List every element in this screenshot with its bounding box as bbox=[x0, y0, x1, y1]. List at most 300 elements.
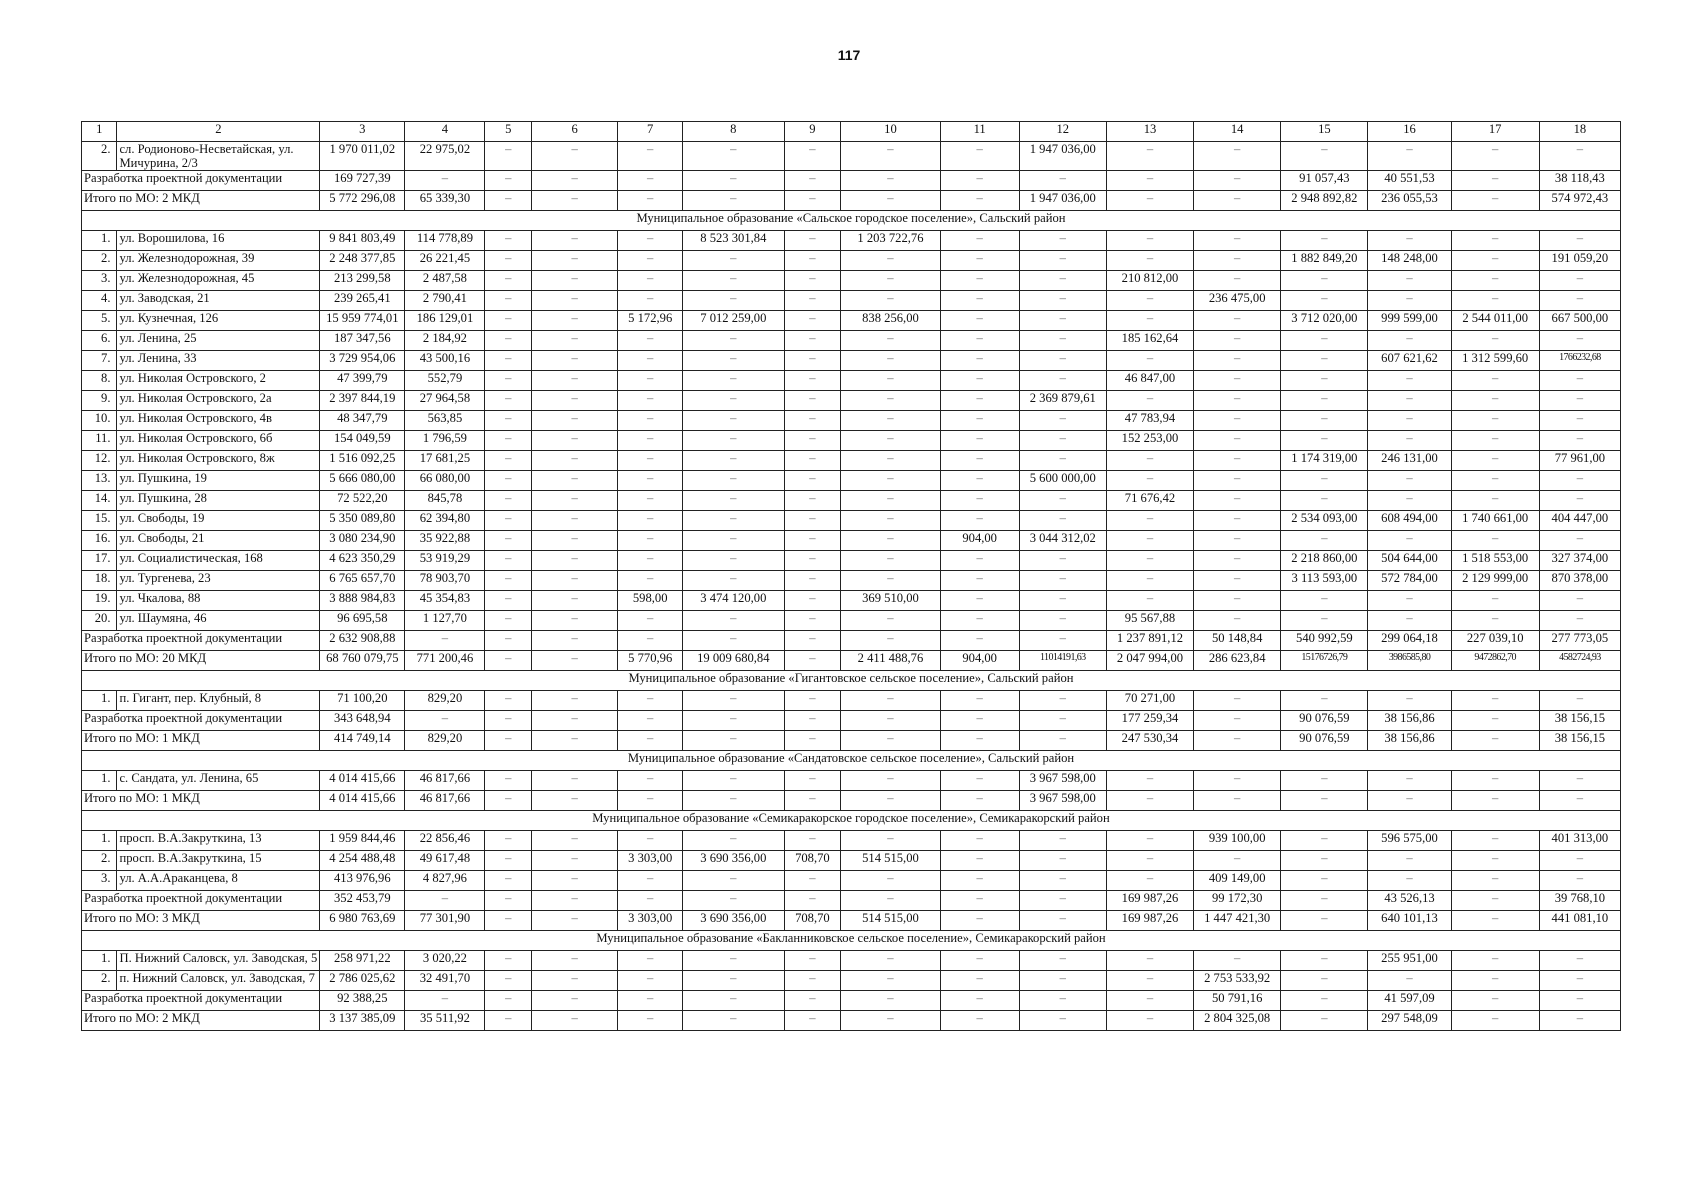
value-cell: 574 972,43 bbox=[1539, 191, 1620, 211]
value-cell: 414 749,14 bbox=[320, 731, 405, 751]
value-cell: 598,00 bbox=[618, 591, 683, 611]
value-cell: 838 256,00 bbox=[841, 311, 940, 331]
value-cell: – bbox=[940, 971, 1019, 991]
value-cell: – bbox=[940, 851, 1019, 871]
value-cell: – bbox=[532, 171, 618, 191]
value-cell: – bbox=[841, 331, 940, 351]
value-cell: – bbox=[1019, 551, 1106, 571]
value-cell: – bbox=[1194, 251, 1281, 271]
value-cell: – bbox=[485, 891, 532, 911]
value-cell: 92 388,25 bbox=[320, 991, 405, 1011]
value-cell: – bbox=[1019, 271, 1106, 291]
value-cell: 299 064,18 bbox=[1368, 631, 1451, 651]
value-cell: – bbox=[784, 951, 841, 971]
value-cell: 999 599,00 bbox=[1368, 311, 1451, 331]
value-cell: 404 447,00 bbox=[1539, 511, 1620, 531]
value-cell: – bbox=[1451, 471, 1539, 491]
value-cell: – bbox=[1019, 591, 1106, 611]
value-cell: – bbox=[940, 711, 1019, 731]
value-cell: – bbox=[1106, 351, 1193, 371]
address-cell: ул. А.А.Араканцева, 8 bbox=[117, 871, 320, 891]
value-cell: – bbox=[683, 351, 784, 371]
value-cell: 343 648,94 bbox=[320, 711, 405, 731]
value-cell: – bbox=[784, 551, 841, 571]
value-cell: – bbox=[618, 971, 683, 991]
value-cell: 15176726,79 bbox=[1281, 651, 1368, 671]
value-cell: – bbox=[485, 831, 532, 851]
value-cell: – bbox=[940, 691, 1019, 711]
address-cell: ул. Железнодорожная, 39 bbox=[117, 251, 320, 271]
value-cell: – bbox=[1451, 251, 1539, 271]
address-cell: ул. Социалистическая, 168 bbox=[117, 551, 320, 571]
value-cell: – bbox=[1368, 271, 1451, 291]
summary-label: Разработка проектной документации bbox=[82, 891, 320, 911]
value-cell: – bbox=[1106, 171, 1193, 191]
value-cell: 286 623,84 bbox=[1194, 651, 1281, 671]
value-cell: – bbox=[618, 231, 683, 251]
value-cell: – bbox=[1451, 271, 1539, 291]
summary-label: Итого по МО: 2 МКД bbox=[82, 1011, 320, 1031]
value-cell: – bbox=[1539, 231, 1620, 251]
value-cell: – bbox=[784, 191, 841, 211]
value-cell: – bbox=[1539, 371, 1620, 391]
value-cell: – bbox=[683, 331, 784, 351]
value-cell: – bbox=[683, 711, 784, 731]
value-cell: – bbox=[1194, 731, 1281, 751]
value-cell: 596 575,00 bbox=[1368, 831, 1451, 851]
value-cell: – bbox=[1539, 591, 1620, 611]
column-header: 5 bbox=[485, 122, 532, 142]
value-cell: – bbox=[841, 511, 940, 531]
value-cell: 1 882 849,20 bbox=[1281, 251, 1368, 271]
summary-row bbox=[82, 171, 1621, 191]
value-cell: 90 076,59 bbox=[1281, 711, 1368, 731]
value-cell: 15 959 774,01 bbox=[320, 311, 405, 331]
value-cell: – bbox=[784, 251, 841, 271]
value-cell: – bbox=[1194, 142, 1281, 171]
value-cell: – bbox=[683, 631, 784, 651]
value-cell: – bbox=[940, 871, 1019, 891]
value-cell: 1 518 553,00 bbox=[1451, 551, 1539, 571]
summary-row bbox=[82, 651, 1621, 671]
value-cell: – bbox=[1539, 1011, 1620, 1031]
value-cell: – bbox=[1194, 491, 1281, 511]
value-cell: – bbox=[1539, 611, 1620, 631]
value-cell: – bbox=[1539, 431, 1620, 451]
value-cell: 213 299,58 bbox=[320, 271, 405, 291]
value-cell: – bbox=[1281, 1011, 1368, 1031]
value-cell: 62 394,80 bbox=[405, 511, 485, 531]
value-cell: 2 218 860,00 bbox=[1281, 551, 1368, 571]
value-cell: – bbox=[532, 531, 618, 551]
value-cell: 2 397 844,19 bbox=[320, 391, 405, 411]
value-cell: – bbox=[532, 611, 618, 631]
value-cell: 46 817,66 bbox=[405, 791, 485, 811]
value-cell: 2 411 488,76 bbox=[841, 651, 940, 671]
row-number: 19. bbox=[82, 591, 117, 611]
summary-label: Разработка проектной документации bbox=[82, 171, 320, 191]
summary-label: Разработка проектной документации bbox=[82, 711, 320, 731]
value-cell: – bbox=[683, 871, 784, 891]
value-cell: 32 491,70 bbox=[405, 971, 485, 991]
value-cell: 19 009 680,84 bbox=[683, 651, 784, 671]
value-cell: 5 770,96 bbox=[618, 651, 683, 671]
table-row bbox=[82, 411, 1621, 431]
summary-row bbox=[82, 711, 1621, 731]
value-cell: 1 947 036,00 bbox=[1019, 191, 1106, 211]
value-cell: – bbox=[1019, 831, 1106, 851]
table-row bbox=[82, 291, 1621, 311]
summary-row bbox=[82, 731, 1621, 751]
value-cell: – bbox=[1019, 311, 1106, 331]
value-cell: 71 676,42 bbox=[1106, 491, 1193, 511]
value-cell: – bbox=[532, 591, 618, 611]
value-cell: 1 174 319,00 bbox=[1281, 451, 1368, 471]
value-cell: 1 127,70 bbox=[405, 611, 485, 631]
value-cell: – bbox=[1451, 691, 1539, 711]
value-cell: 4 623 350,29 bbox=[320, 551, 405, 571]
value-cell: – bbox=[1019, 571, 1106, 591]
value-cell: – bbox=[485, 611, 532, 631]
value-cell: 2 804 325,08 bbox=[1194, 1011, 1281, 1031]
value-cell: – bbox=[485, 391, 532, 411]
value-cell: – bbox=[683, 291, 784, 311]
value-cell: – bbox=[940, 411, 1019, 431]
value-cell: 47 399,79 bbox=[320, 371, 405, 391]
value-cell: – bbox=[1019, 411, 1106, 431]
value-cell: – bbox=[618, 871, 683, 891]
value-cell: – bbox=[485, 911, 532, 931]
value-cell: – bbox=[940, 311, 1019, 331]
value-cell: – bbox=[1368, 491, 1451, 511]
value-cell: – bbox=[784, 491, 841, 511]
value-cell: – bbox=[940, 171, 1019, 191]
value-cell: 45 354,83 bbox=[405, 591, 485, 611]
summary-row bbox=[82, 911, 1621, 931]
value-cell: – bbox=[1194, 231, 1281, 251]
value-cell: – bbox=[485, 971, 532, 991]
value-cell: – bbox=[485, 142, 532, 171]
value-cell: – bbox=[1281, 371, 1368, 391]
value-cell: – bbox=[405, 991, 485, 1011]
value-cell: 3 113 593,00 bbox=[1281, 571, 1368, 591]
value-cell: – bbox=[841, 611, 940, 631]
value-cell: 50 148,84 bbox=[1194, 631, 1281, 651]
value-cell: – bbox=[784, 891, 841, 911]
value-cell: – bbox=[485, 731, 532, 751]
value-cell: – bbox=[1539, 331, 1620, 351]
value-cell: – bbox=[532, 331, 618, 351]
value-cell: 327 374,00 bbox=[1539, 551, 1620, 571]
value-cell: – bbox=[1281, 871, 1368, 891]
value-cell: 1 447 421,30 bbox=[1194, 911, 1281, 931]
value-cell: – bbox=[683, 371, 784, 391]
value-cell: – bbox=[532, 142, 618, 171]
value-cell: – bbox=[841, 142, 940, 171]
row-number: 2. bbox=[82, 142, 117, 171]
value-cell: – bbox=[1019, 351, 1106, 371]
value-cell: 169 987,26 bbox=[1106, 891, 1193, 911]
value-cell: – bbox=[1019, 971, 1106, 991]
value-cell: – bbox=[784, 271, 841, 291]
value-cell: – bbox=[1019, 331, 1106, 351]
value-cell: – bbox=[1368, 471, 1451, 491]
summary-row bbox=[82, 891, 1621, 911]
value-cell: 1 516 092,25 bbox=[320, 451, 405, 471]
value-cell: – bbox=[1194, 951, 1281, 971]
value-cell: – bbox=[485, 471, 532, 491]
table-row bbox=[82, 971, 1621, 991]
value-cell: 177 259,34 bbox=[1106, 711, 1193, 731]
value-cell: – bbox=[1451, 851, 1539, 871]
value-cell: – bbox=[485, 651, 532, 671]
value-cell: – bbox=[618, 891, 683, 911]
value-cell: 4 014 415,66 bbox=[320, 771, 405, 791]
value-cell: 552,79 bbox=[405, 371, 485, 391]
value-cell: – bbox=[841, 551, 940, 571]
value-cell: 413 976,96 bbox=[320, 871, 405, 891]
value-cell: – bbox=[1368, 971, 1451, 991]
summary-row bbox=[82, 1011, 1621, 1031]
value-cell: – bbox=[618, 351, 683, 371]
value-cell: – bbox=[1019, 911, 1106, 931]
value-cell: – bbox=[1451, 331, 1539, 351]
value-cell: – bbox=[1106, 771, 1193, 791]
value-cell: – bbox=[784, 691, 841, 711]
value-cell: – bbox=[784, 391, 841, 411]
value-cell: – bbox=[1281, 771, 1368, 791]
value-cell: – bbox=[940, 142, 1019, 171]
row-number: 11. bbox=[82, 431, 117, 451]
value-cell: – bbox=[1451, 831, 1539, 851]
value-cell: – bbox=[1194, 571, 1281, 591]
table-row bbox=[82, 871, 1621, 891]
value-cell: 255 951,00 bbox=[1368, 951, 1451, 971]
value-cell: 2 047 994,00 bbox=[1106, 651, 1193, 671]
value-cell: 369 510,00 bbox=[841, 591, 940, 611]
value-cell: – bbox=[485, 411, 532, 431]
value-cell: – bbox=[683, 891, 784, 911]
row-number: 20. bbox=[82, 611, 117, 631]
value-cell: – bbox=[841, 951, 940, 971]
table-row bbox=[82, 531, 1621, 551]
row-number: 16. bbox=[82, 531, 117, 551]
section-title: Муниципальное образование «Бакланниковское сельское поселение», Семикаракорский район bbox=[82, 931, 1621, 951]
value-cell: – bbox=[485, 991, 532, 1011]
value-cell: – bbox=[1106, 511, 1193, 531]
value-cell: – bbox=[784, 371, 841, 391]
value-cell: – bbox=[841, 891, 940, 911]
value-cell: – bbox=[940, 571, 1019, 591]
value-cell: – bbox=[1019, 691, 1106, 711]
value-cell: – bbox=[532, 791, 618, 811]
value-cell: – bbox=[532, 251, 618, 271]
value-cell: 1 970 011,02 bbox=[320, 142, 405, 171]
value-cell: 96 695,58 bbox=[320, 611, 405, 631]
value-cell: – bbox=[841, 431, 940, 451]
table-row bbox=[82, 331, 1621, 351]
value-cell: – bbox=[1368, 531, 1451, 551]
value-cell: 1766232,68 bbox=[1539, 351, 1620, 371]
value-cell: – bbox=[1539, 491, 1620, 511]
value-cell: – bbox=[940, 451, 1019, 471]
value-cell: 2 534 093,00 bbox=[1281, 511, 1368, 531]
column-header: 4 bbox=[405, 122, 485, 142]
value-cell: 114 778,89 bbox=[405, 231, 485, 251]
table-row bbox=[82, 571, 1621, 591]
value-cell: – bbox=[841, 271, 940, 291]
value-cell: – bbox=[1451, 871, 1539, 891]
value-cell: – bbox=[618, 331, 683, 351]
table-row bbox=[82, 591, 1621, 611]
value-cell: – bbox=[1281, 331, 1368, 351]
value-cell: 91 057,43 bbox=[1281, 171, 1368, 191]
value-cell: – bbox=[940, 191, 1019, 211]
row-number: 2. bbox=[82, 851, 117, 871]
value-cell: – bbox=[683, 411, 784, 431]
value-cell: – bbox=[841, 1011, 940, 1031]
value-cell: – bbox=[940, 271, 1019, 291]
value-cell: – bbox=[683, 951, 784, 971]
value-cell: – bbox=[1194, 171, 1281, 191]
row-number: 3. bbox=[82, 871, 117, 891]
value-cell: 38 156,15 bbox=[1539, 711, 1620, 731]
value-cell: 3 020,22 bbox=[405, 951, 485, 971]
value-cell: – bbox=[1106, 451, 1193, 471]
address-cell: сл. Родионово-Несветайская, ул. Мичурина, 2/3 bbox=[117, 142, 320, 171]
value-cell: – bbox=[1194, 611, 1281, 631]
value-cell: – bbox=[940, 831, 1019, 851]
value-cell: – bbox=[784, 791, 841, 811]
value-cell: 3 967 598,00 bbox=[1019, 791, 1106, 811]
value-cell: – bbox=[485, 531, 532, 551]
value-cell: – bbox=[485, 271, 532, 291]
value-cell: – bbox=[618, 431, 683, 451]
value-cell: – bbox=[1194, 391, 1281, 411]
summary-label: Итого по МО: 2 МКД bbox=[82, 191, 320, 211]
row-number: 4. bbox=[82, 291, 117, 311]
value-cell: 667 500,00 bbox=[1539, 311, 1620, 331]
value-cell: 39 768,10 bbox=[1539, 891, 1620, 911]
table-row bbox=[82, 771, 1621, 791]
data-table bbox=[81, 121, 1621, 1031]
summary-label: Итого по МО: 20 МКД bbox=[82, 651, 320, 671]
value-cell: – bbox=[683, 551, 784, 571]
address-cell: ул. Железнодорожная, 45 bbox=[117, 271, 320, 291]
value-cell: – bbox=[784, 142, 841, 171]
value-cell: – bbox=[683, 431, 784, 451]
section-title: Муниципальное образование «Семикаракорское городское поселение», Семикаракорский район bbox=[82, 811, 1621, 831]
value-cell: – bbox=[618, 691, 683, 711]
value-cell: – bbox=[618, 251, 683, 271]
value-cell: 2 248 377,85 bbox=[320, 251, 405, 271]
row-number: 17. bbox=[82, 551, 117, 571]
value-cell: – bbox=[1451, 451, 1539, 471]
value-cell: 47 783,94 bbox=[1106, 411, 1193, 431]
value-cell: – bbox=[683, 271, 784, 291]
value-cell: 2 790,41 bbox=[405, 291, 485, 311]
value-cell: – bbox=[1281, 351, 1368, 371]
value-cell: 3 967 598,00 bbox=[1019, 771, 1106, 791]
value-cell: 3986585,80 bbox=[1368, 651, 1451, 671]
value-cell: 607 621,62 bbox=[1368, 351, 1451, 371]
value-cell: – bbox=[940, 491, 1019, 511]
value-cell: – bbox=[784, 711, 841, 731]
value-cell: – bbox=[940, 231, 1019, 251]
row-number: 1. bbox=[82, 771, 117, 791]
value-cell: – bbox=[784, 651, 841, 671]
value-cell: – bbox=[784, 291, 841, 311]
value-cell: – bbox=[405, 631, 485, 651]
value-cell: 904,00 bbox=[940, 651, 1019, 671]
value-cell: – bbox=[940, 391, 1019, 411]
value-cell: – bbox=[1106, 991, 1193, 1011]
section-header-row bbox=[82, 211, 1621, 231]
value-cell: – bbox=[618, 271, 683, 291]
value-cell: – bbox=[1106, 1011, 1193, 1031]
address-cell: ул. Николая Островского, 6б bbox=[117, 431, 320, 451]
value-cell: – bbox=[940, 1011, 1019, 1031]
value-cell: 49 617,48 bbox=[405, 851, 485, 871]
value-cell: – bbox=[683, 571, 784, 591]
value-cell: 38 156,86 bbox=[1368, 731, 1451, 751]
value-cell: – bbox=[683, 511, 784, 531]
value-cell: – bbox=[1451, 951, 1539, 971]
value-cell: – bbox=[841, 391, 940, 411]
value-cell: – bbox=[1106, 311, 1193, 331]
value-cell: 6 980 763,69 bbox=[320, 911, 405, 931]
value-cell: – bbox=[1451, 911, 1539, 931]
value-cell: 3 690 356,00 bbox=[683, 911, 784, 931]
value-cell: – bbox=[784, 231, 841, 251]
value-cell: 2 544 011,00 bbox=[1451, 311, 1539, 331]
summary-row bbox=[82, 991, 1621, 1011]
value-cell: 504 644,00 bbox=[1368, 551, 1451, 571]
value-cell: – bbox=[940, 331, 1019, 351]
value-cell: – bbox=[1019, 611, 1106, 631]
value-cell: – bbox=[485, 871, 532, 891]
value-cell: – bbox=[1281, 891, 1368, 911]
value-cell: – bbox=[1539, 951, 1620, 971]
value-cell: 708,70 bbox=[784, 851, 841, 871]
value-cell: – bbox=[485, 351, 532, 371]
address-cell: П. Нижний Саловск, ул. Заводская, 5 bbox=[117, 951, 320, 971]
value-cell: – bbox=[683, 791, 784, 811]
row-number: 1. bbox=[82, 951, 117, 971]
value-cell: – bbox=[784, 971, 841, 991]
value-cell: – bbox=[841, 171, 940, 191]
value-cell: 401 313,00 bbox=[1539, 831, 1620, 851]
value-cell: – bbox=[485, 331, 532, 351]
value-cell: – bbox=[532, 511, 618, 531]
value-cell: – bbox=[1539, 291, 1620, 311]
value-cell: – bbox=[841, 571, 940, 591]
value-cell: – bbox=[683, 691, 784, 711]
value-cell: – bbox=[940, 891, 1019, 911]
table-body bbox=[82, 122, 1621, 1031]
value-cell: 26 221,45 bbox=[405, 251, 485, 271]
value-cell: – bbox=[784, 771, 841, 791]
value-cell: – bbox=[1019, 231, 1106, 251]
value-cell: – bbox=[1106, 291, 1193, 311]
summary-label: Итого по МО: 1 МКД bbox=[82, 731, 320, 751]
value-cell: – bbox=[1281, 231, 1368, 251]
column-header: 8 bbox=[683, 122, 784, 142]
value-cell: – bbox=[1281, 411, 1368, 431]
value-cell: 2 753 533,92 bbox=[1194, 971, 1281, 991]
value-cell: – bbox=[1281, 391, 1368, 411]
value-cell: – bbox=[940, 791, 1019, 811]
